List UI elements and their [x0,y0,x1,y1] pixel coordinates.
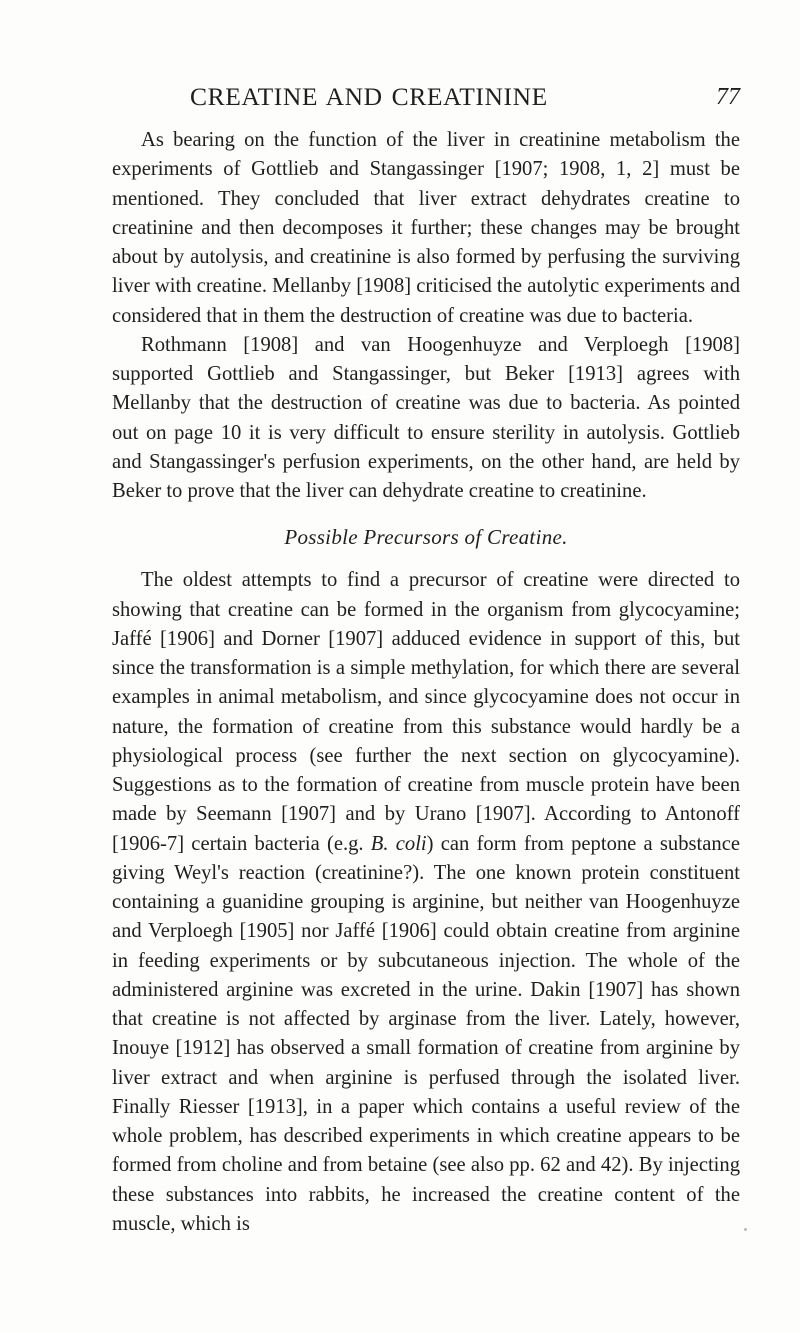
body-text [112,126,740,1239]
paragraph-rothmann: Rothmann [1908] and van Hoogenhuyze and Verploegh [1908] supported Gottlieb and Stangassinger, but Beker [1913] agrees with Mellanby that the destruction of creatine was due to bacteria. As pointed out on page 10 it is very difficult to ensure sterility in autolysis. Gottlieb and Stangassinger's perfusion experiments, on the other hand, are held by Beker to prove that the liver can dehydrate creatine to creatinine. [112,333,740,502]
paragraph-liver-function: As bearing on the function of the liver in creatinine metabolism the experiments of Gottlieb and Stangassinger [1907; 1908, 1, 2] must be mentioned. They concluded that liver extract dehydrates creatine to creatinine and then decomposes it further; these changes may be brought about by autolysis, and creatinine is also formed by perfusing the surviving liver with creatine. Mellanby [1908] criticised the autolytic experiments and considered that in them the destruction of creatine was due to bacteria. [112,129,740,327]
paper-speck [744,1228,747,1231]
section-heading: Possible Precursors of Creatine. [284,525,568,550]
paragraph-precursors [112,566,740,1239]
paragraph-precursors-part-2: ) can form from peptone a substance giving Weyl's reaction (creatinine?). The one known protein constituent containing a guanidine grouping is arginine, but neither van Hoogenhuyze and Verploegh [1905] nor Jaffé [1906] could obtain creatine from arginine in feeding experiments or by subcutaneous injection. The whole of the administered arginine was excreted in the urine. Dakin [1907] has shown that creatine is not affected by arginase from the liver. Lately, however, Inouye [1912] has observed a small formation of creatine from arginine by liver extract and when arginine is perfused through the isolated liver. Finally Riesser [1913], in a paper which contains a useful review of the whole problem, has described experiments in which creatine appears to be formed from choline and from betaine (see also pp. 62 and 42). By injecting these substances into rabbits, he increased the creatine content of the muscle, which is [112,832,740,1235]
page-number: 77 [716,84,740,110]
species-name: B. coli [370,832,427,855]
running-header [112,82,740,112]
paragraph-precursors-part-1: The oldest attempts to find a precursor of creatine were directed to showing that creatine can be formed in the organism from glycocyamine; Jaffé [1906] and Dorner [1907] adduced evidence in support of this, but since the transformation is a simple methylation, for which there are several examples in animal metabolism, and since glycocyamine does not occur in nature, the formation of creatine from this substance would hardly be a physiological process (see further the next section on glycocyamine). Suggestions as to the formation of creatine from muscle protein have been made by Seemann [1907] and by Urano [1907]. According to Antonoff [1906-7] certain bacteria (e.g. [112,569,740,855]
running-title: CREATINE AND CREATININE [190,82,548,111]
